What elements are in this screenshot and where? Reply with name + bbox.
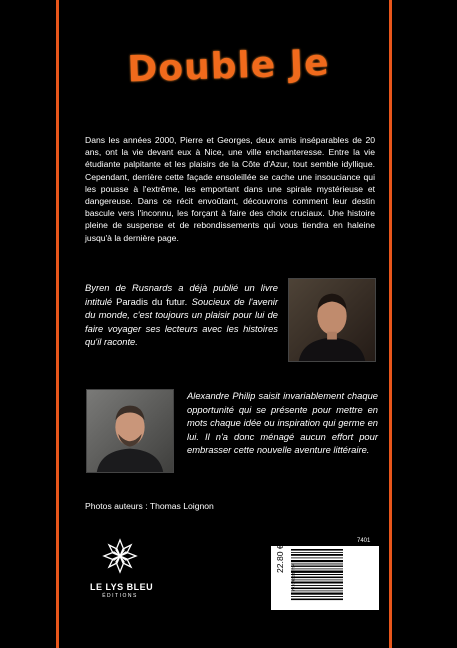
barcode bbox=[271, 546, 379, 610]
author2-photo bbox=[86, 389, 174, 473]
price-label: 22.80 € bbox=[275, 544, 285, 573]
isbn-digits: 9 791042 213794 bbox=[290, 563, 296, 595]
book-title: Double Je bbox=[126, 42, 331, 91]
author1-bio bbox=[85, 281, 278, 349]
barcode-bars bbox=[291, 549, 377, 601]
book-summary: Dans les années 2000, Pierre et Georges, deux amis inséparables de 20 ans, ont la vie devant eux à Nice, une ville enchanteresse. Entre la vie étudiante palpitante et les plaisirs de la Côte d'Azur, tout semble idyllique. Cependant, derrière cette façade ensoleillée se cache une insouciance qui les pousse à l'extrême, les emportant dans une spirale mystérieuse et dangereuse. Dans ce récit envoûtant, découvrons comment leur destin bascule vers l'inconnu, les forçant à faire des choix cruciaux. Une histoire pleine de suspense et de rebondissements qui vous tiendra en haleine jusqu'à la dernière page. bbox=[85, 135, 375, 243]
author1-book-title: Paradis du futur bbox=[116, 295, 186, 307]
author1-bio-start: Byren de Rusnards a déjà publié un livre intitulé bbox=[85, 282, 278, 307]
right-border-line bbox=[389, 0, 392, 648]
lotus-icon bbox=[100, 536, 140, 576]
author1-bio-end: . Soucieux de l'avenir du monde, c'est toujours un plaisir pour lui de faire voyager ses lecteurs avec les histoires qu'il raconte. bbox=[85, 295, 278, 348]
publisher-subtitle: ÉDITIONS bbox=[102, 593, 138, 599]
left-border-line bbox=[56, 0, 59, 648]
author2-bio: Alexandre Philip saisit invariablement chaque opportunité qui se présente pour mettre en mots chaque idée ou inspiration qui germe en lui. Il n'a donc ménagé aucun effort pour embrasser cette nouvelle aventure littéraire. bbox=[187, 390, 378, 456]
publisher-name: LE LYS BLEU bbox=[90, 582, 154, 592]
author1-photo bbox=[288, 278, 376, 362]
photo-credit: Photos auteurs : Thomas Loignon bbox=[85, 501, 214, 511]
publisher-logo bbox=[90, 536, 154, 599]
product-code: 7401 bbox=[357, 538, 371, 544]
